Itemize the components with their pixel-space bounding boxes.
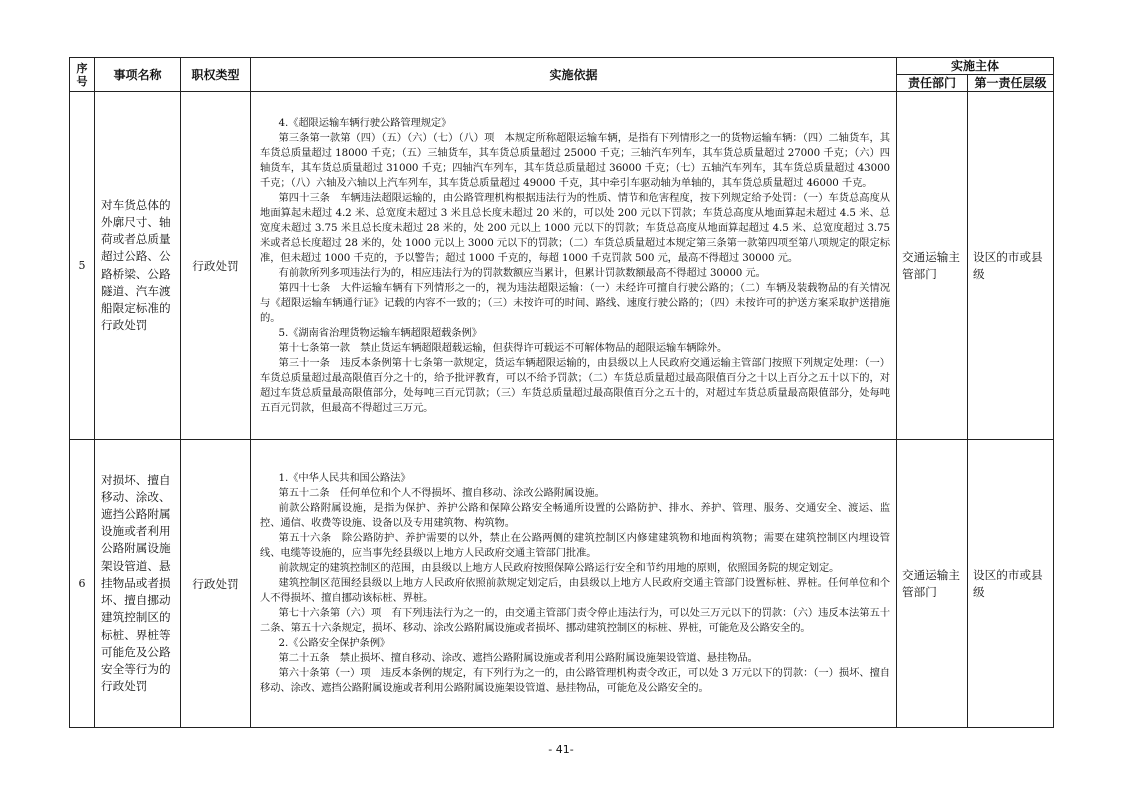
- row-basis: [251, 440, 897, 728]
- row-power-type: 行政处罚: [181, 440, 251, 728]
- basis-paragraph: 5.《湖南省治理货物运输车辆超限超载条例》: [278, 326, 482, 339]
- basis-paragraph: 4.《超限运输车辆行驶公路管理规定》: [278, 116, 452, 129]
- row-item-name: 对车货总体的外廓尺寸、轴荷或者总质量超过公路、公路桥梁、公路隧道、汽车渡船限定标准的行政处罚: [95, 92, 181, 440]
- header-seq: 序号: [70, 58, 95, 92]
- row-dept: 交通运输主管部门: [897, 92, 968, 440]
- basis-paragraph: 第五十二条 任何单位和个人不得损坏、擅自移动、涂改公路附属设施。: [278, 487, 605, 499]
- enforcement-table: [69, 57, 1054, 728]
- basis-paragraph: 第三条第一款第（四）（五）（六）（七）（八）项 本规定所称超限运输车辆，是指有下列情形之一的货物运输车辆：（四）二轴货车，其车货总质量超过 18000 千克；（五）三轴货车，其车货总质量超过 25000 千克；三轴汽车列车，其车货总质量超过 27000 千克；（六）四轴货车，其车货总质量超过 31000 千克；四轴汽车列车，其车货总质量超过 36000 千克；（七）五轴汽车列车，其车货总质量超过 43000 千克；（八）六轴及六轴以上汽车列车，其车货总质量超过 49000 千克，其中牵引车驱动轴为单轴的，其车货总质量超过 46000 千克。: [260, 131, 890, 189]
- page-number: - 41-: [548, 743, 574, 756]
- basis-paragraph: 1.《中华人民共和国公路法》: [278, 472, 411, 484]
- row-dept: 交通运输主管部门: [897, 440, 968, 728]
- row-level: 设区的市或县级: [968, 92, 1054, 440]
- basis-paragraph: 第五十六条 除公路防护、养护需要的以外，禁止在公路两侧的建筑控制区内修建建筑物和地面构筑物；需要在建筑控制区内埋设管线、电缆等设施的，应当事先经县级以上地方人民政府交通主管部门批准。: [260, 532, 890, 559]
- header-dept: 责任部门: [897, 75, 968, 92]
- row-seq: 5: [70, 92, 95, 440]
- basis-paragraph: 前款公路附属设施，是指为保护、养护公路和保障公路安全畅通所设置的公路防护、排水、养护、管理、服务、交通安全、渡运、监控、通信、收费等设施、设备以及专用建筑物、构筑物。: [260, 502, 890, 529]
- table-row: [70, 440, 1054, 728]
- row-power-type: 行政处罚: [181, 92, 251, 440]
- table-row: [70, 92, 1054, 440]
- basis-paragraph: 第二十五条 禁止损坏、擅自移动、涂改、遮挡公路附属设施或者利用公路附属设施架设管道、悬挂物品。: [278, 652, 758, 664]
- basis-paragraph: 第三十一条 违反本条例第十七条第一款规定，货运车辆超限运输的，由县级以上人民政府交通运输主管部门按照下列规定处理：（一）车货总质量超过最高限值百分之十的，给予批评教育，可以不给予罚款；（二）车货总质量超过最高限值百分之十以上百分之五十以下的，对超过车货总质量最高限值部分，处每吨三百元罚款；（三）车货总质量超过最高限值百分之五十的，对超过车货总质量最高限值部分，处每吨五百元罚款，但最高不得超过三万元。: [260, 356, 890, 414]
- basis-paragraph: 前款规定的建筑控制区的范围，由县级以上地方人民政府按照保障公路运行安全和节约用地的原则，依照国务院的规定划定。: [278, 562, 840, 574]
- row-seq: 6: [70, 440, 95, 728]
- row-level: 设区的市或县级: [968, 440, 1054, 728]
- row-item-name: 对损坏、擅自移动、涂改、遮挡公路附属设施或者利用公路附属设施架设管道、悬挂物品或者损坏、擅自挪动建筑控制区的标桩、界桩等可能危及公路安全等行为的行政处罚: [95, 440, 181, 728]
- basis-paragraph: 第十七条第一款 禁止货运车辆超限超载运输，但获得许可载运不可解体物品的超限运输车辆除外。: [278, 341, 728, 354]
- basis-paragraph: 2.《公路安全保护条例》: [278, 637, 391, 649]
- basis-paragraph: 第七十六条第（六）项 有下列违法行为之一的，由交通主管部门责令停止违法行为，可以处三万元以下的罚款：（六）违反本法第五十二条、第五十六条规定，损坏、移动、涂改公路附属设施或者损坏、挪动建筑控制区的标桩、界桩，可能危及公路安全的。: [260, 607, 890, 634]
- basis-paragraph: 第四十三条 车辆违法超限运输的，由公路管理机构根据违法行为的性质、情节和危害程度，按下列规定给予处罚：（一）车货总高度从地面算起未超过 4.2 米、总宽度未超过 3 米且总长度未超过 20 米的，可以处 200 元以下罚款；车货总高度从地面算起未超过 4.5 米、总宽度未超过 3.75 米且总长度未超过 28 米的，处 200 元以上 1000 元以下的罚款；车货总高度从地面算起超过 4.5 米、总宽度超过 3.75 米或者总长度超过 28 米的，处 1000 元以上 3000 元以下的罚款；（二）车货总质量超过本规定第三条第一款第四项至第八项规定的限定标准，但未超过 1000 千克的，予以警告；超过 1000 千克的，每超 1000 千克罚款 500 元，最高不得超过 30000 元。: [260, 191, 890, 264]
- header-power-type: 职权类型: [181, 58, 251, 92]
- header-item-name: 事项名称: [95, 58, 181, 92]
- header-level: 第一责任层级: [968, 75, 1054, 92]
- basis-paragraph: 第六十条第（一）项 违反本条例的规定，有下列行为之一的，由公路管理机构责令改正，可以处 3 万元以下的罚款：（一）损坏、擅自移动、涂改、遮挡公路附属设施或者利用公路附属设施架设管道、悬挂物品，可能危及公路安全的。: [260, 667, 890, 694]
- header-implementer: 实施主体: [897, 58, 1054, 75]
- header-basis: 实施依据: [251, 58, 897, 92]
- basis-paragraph: 有前款所列多项违法行为的，相应违法行为的罚款数额应当累计，但累计罚款数额最高不得超过 30000 元。: [278, 266, 766, 279]
- row-basis: [251, 92, 897, 440]
- basis-paragraph: 建筑控制区范围经县级以上地方人民政府依照前款规定划定后，由县级以上地方人民政府交通主管部门设置标桩、界桩。任何单位和个人不得损坏、擅自挪动该标桩、界桩。: [260, 577, 890, 604]
- basis-paragraph: 第四十七条 大件运输车辆有下列情形之一的，视为违法超限运输：（一）未经许可擅自行驶公路的；（二）车辆及装载物品的有关情况与《超限运输车辆通行证》记载的内容不一致的；（三）未按许可的时间、路线、速度行驶公路的；（四）未按许可的护送方案采取护送措施的。: [260, 281, 890, 324]
